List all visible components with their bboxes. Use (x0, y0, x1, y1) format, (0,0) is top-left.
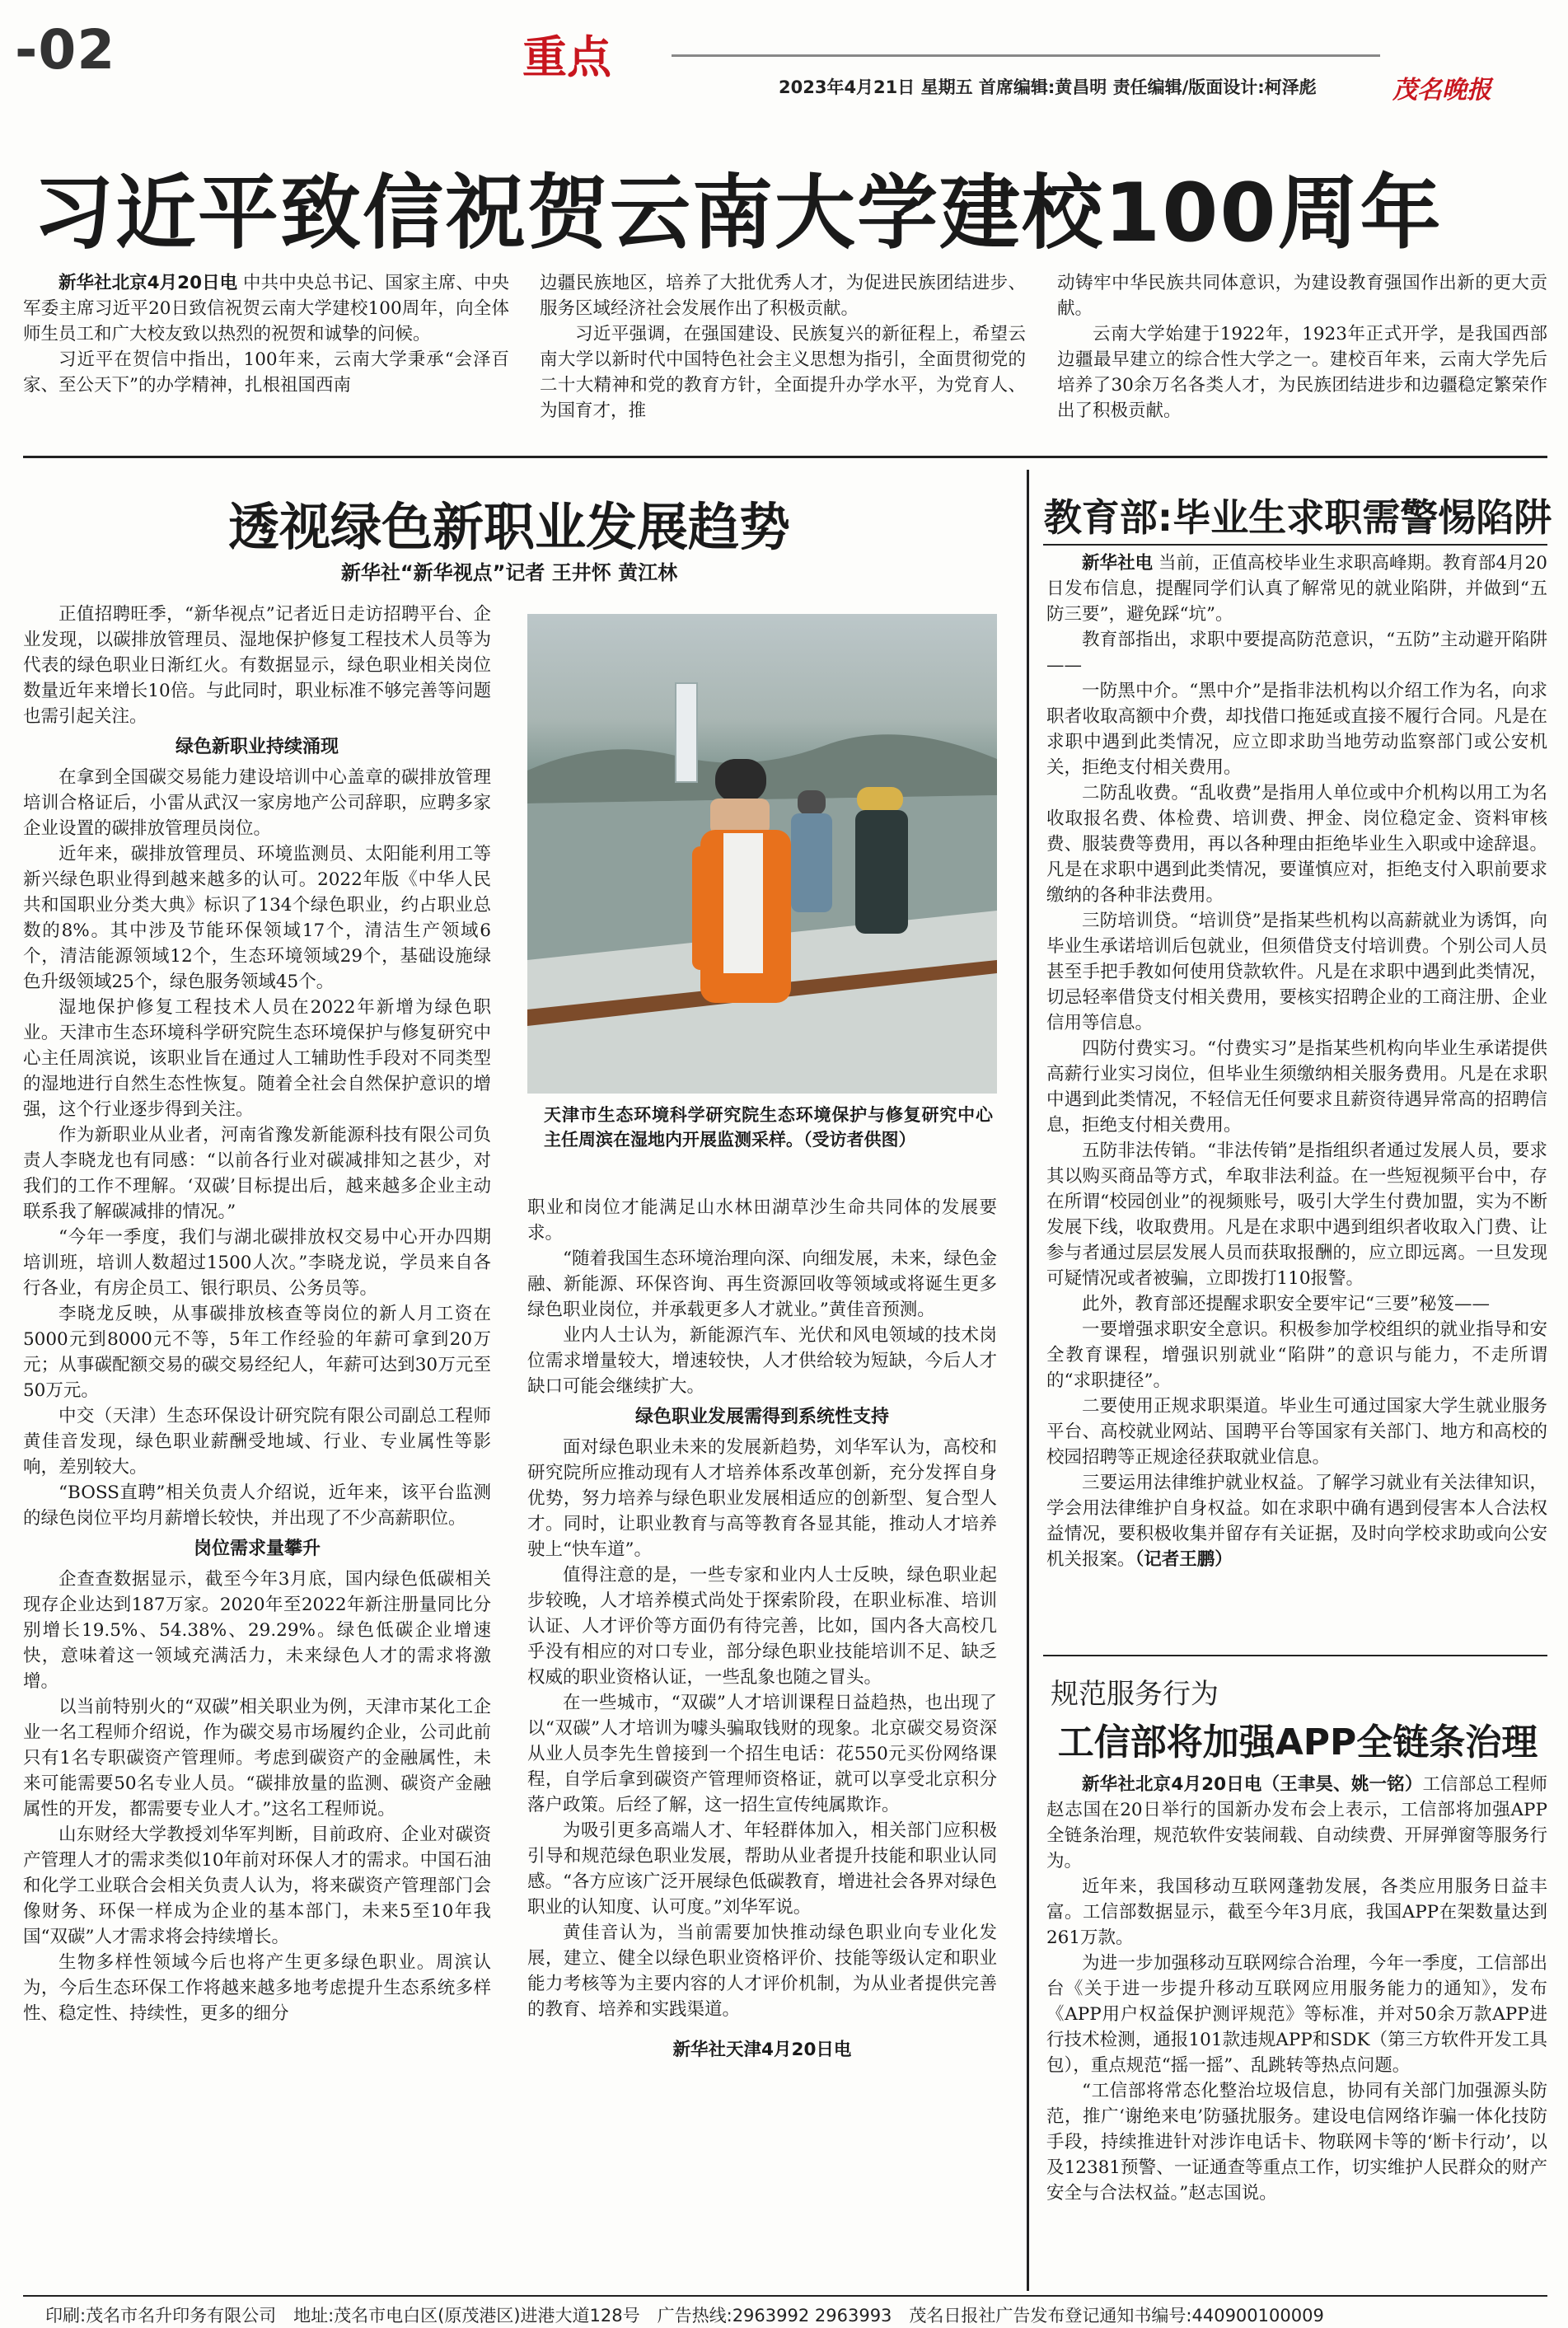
para: 山东财经大学教授刘华军判断，目前政府、企业对碳资产管理人才的需求类似10年前对环保人才的需求。中国石油和化学工业联合会相关负责人认为，将来碳资产管理部门会像财务、环保一样成为企业的基本部门，未来5至10年我国“双碳”人才需求将会持续增长。 (23, 1824, 491, 1947)
para: 三要运用法律维护就业权益。了解学习就业有关法律知识，学会用法律维护自身权益。如在求职中确有遇到侵害本人合法权益情况，要积极收集并留存有关证据，及时向学校求助或向公安机关报案。（记者王鹏） (1046, 1473, 1547, 1570)
top-story-col3 (1057, 270, 1547, 424)
app-divider (1043, 1655, 1547, 1656)
para: 在一些城市，“双碳”人才培训课程日益趋热，也出现了以“双碳”人才培训为噱头骗取钱财的现象。北京碳交易资深从业人员李先生曾接到一个招生电话：花550元买份网络课程，自学后拿到碳资产管理师资格证，就可以享受北京积分落户政策。后经了解，这一招生宣传纯属欺诈。 (527, 1693, 997, 1815)
para: 面对绿色职业未来的发展新趋势，刘华军认为，高校和研究院所应推动现有人才培养体系改革创新，充分发挥自身优势，努力培养与绿色职业发展相适应的创新型、复合型人才。同时，让职业教育与高等教育各显其能，推动人才培养驶上“快车道”。 (527, 1437, 997, 1560)
green-byline: 新华社“新华视点”记者 王井怀 黄江林 (340, 561, 678, 584)
top-para: 动铸牢中华民族共同体意识，为建设教育强国作出新的更大贡献。 (1057, 273, 1547, 319)
top-para: 新华社北京4月20日电 中共中央总书记、国家主席、中央军委主席习近平20日致信祝贺云南大学建校100周年，向全体师生员工和广大校友致以热烈的祝贺和诚挚的问候。 (23, 273, 509, 344)
column-divider (1027, 470, 1029, 2291)
para: 以当前特别火的“双碳”相关职业为例，天津市某化工企业一名工程师介绍说，作为碳交易市场履约企业，公司此前只有1名专职碳资产管理师。考虑到碳资产的金融属性，未来可能需要50名专业人员。“碳排放量的监测、碳资产金融属性的开发，都需要专业人才。”这名工程师说。 (23, 1697, 491, 1820)
para: 二要使用正规求职渠道。毕业生可通过国家大学生就业服务平台、高校就业网站、国聘平台等国家有关部门、地方和高校的校园招聘等正规途径获取就业信息。 (1046, 1396, 1547, 1468)
para: 职业和岗位才能满足山水林田湖草沙生命共同体的发展要求。 (527, 1197, 997, 1244)
top-para: 边疆民族地区，培养了大批优秀人才，为促进民族团结进步、服务区域经济社会发展作出了积极贡献。 (540, 273, 1026, 319)
dateline: 新华社天津4月20日电 (672, 2040, 852, 2060)
para: “工信部将常态化整治垃圾信息，协同有关部门加强源头防范，推广‘谢绝来电’防骚扰服务。建设电信网络诈骗一体化技防手段，持续推进针对涉诈电话卡、物联网卡等的‘断卡行动’，以及12381预警、一证通查等重点工作，切实维护人民群众的财产安全与合法权益。”赵志国说。 (1046, 2081, 1547, 2204)
top-para: 云南大学始建于1922年，1923年正式开学，是我国西部边疆最早建立的综合性大学之一。建校百年来，云南大学先后培养了30余万名各类人才，为民族团结进步和边疆稳定繁荣作出了积极贡献。 (1057, 324, 1547, 421)
para: 湿地保护修复工程技术人员在2022年新增为绿色职业。天津市生态环境科学研究院生态环境保护与修复研究中心主任周滨说，该职业旨在通过人工辅助性手段对不同类型的湿地进行自然生态性恢复。随着全社会自然保护意识的增强，这个行业逐步得到关注。 (23, 997, 491, 1120)
para: 一防黑中介。“黑中介”是指非法机构以介绍工作为名，向求职者收取高额中介费，却找借口拖延或直接不履行合同。凡是在求职中遇到此类情况，应立即求助当地劳动监察部门或公安机关，拒绝支付相关费用。 (1046, 681, 1547, 778)
top-para: 习近平在贺信中指出，100年来，云南大学秉承“会泽百家、至公天下”的办学精神，扎根祖国西南 (23, 349, 509, 396)
top-story-col2 (540, 270, 1026, 424)
para: 企查查数据显示，截至今年3月底，国内绿色低碳相关现存企业达到187万家。2020年至2022年新注册量同比分别增长19.5%、54.38%、29.29%。绿色低碳企业增速快，意味着这一领域充满活力，未来绿色人才的需求将激增。 (23, 1569, 491, 1692)
para: 三防培训贷。“培训贷”是指某些机构以高薪就业为诱饵，向毕业生承诺培训后包就业，但须借贷支付培训费。个别公司人员甚至手把手教如何使用贷款软件。凡是在求职中遇到此类情况，切忌轻率借贷支付相关费用，要核实招聘企业的工商注册、企业信用等信息。 (1046, 911, 1547, 1033)
para: “今年一季度，我们与湖北碳排放权交易中心开办四期培训班，培训人数超过1500人次。”李晓龙说，学员来自各行各业，有房企员工、银行职员、公务员等。 (23, 1227, 491, 1299)
para: 近年来，碳排放管理员、环境监测员、太阳能利用工等新兴绿色职业得到越来越多的认可。2022年版《中华人民共和国职业分类大典》标识了134个绿色职业，约占职业总数的8%。其中涉及节能环保领域17个，清洁生产领域6个，清洁能源领域12个，生态环境领域29个，基础设施绿色升级领域25个，绿色服务领域45个。 (23, 844, 491, 992)
header-rule (672, 54, 1380, 57)
news-photo (527, 614, 997, 1094)
para: 新华社电 当前，正值高校毕业生求职高峰期。教育部4月20日发布信息，提醒同学们认真了解常见的就业陷阱，并做到“五防三要”，避免踩“坑”。 (1046, 553, 1547, 625)
para: 为吸引更多高端人才、年轻群体加入，相关部门应积极引导和规范绿色职业发展，帮助从业者提升技能和职业认同感。“各方应该广泛开展绿色低碳教育，增进社会各界对绿色职业的认知度、认可度。”刘华军说。 (527, 1820, 997, 1918)
top-headline: 习近平致信祝贺云南大学建校100周年 (33, 166, 1443, 260)
page-number: -02 (15, 18, 116, 82)
para: 四防付费实习。“付费实习”是指某些机构向毕业生承诺提供高薪行业实习岗位，但毕业生须缴纳相关服务费用。凡是在求职中遇到此类情况，不轻信无任何要求且薪资待遇异常高的招聘信息，拒绝支付相关费用。 (1046, 1038, 1547, 1136)
para: 近年来，我国移动互联网蓬勃发展，各类应用服务日益丰富。工信部数据显示，截至今年3月底，我国APP在架数量达到261万款。 (1046, 1876, 1547, 1948)
subhead: 绿色职业发展需得到系统性支持 (634, 1407, 889, 1427)
para: “BOSS直聘”相关负责人介绍说，近年来，该平台监测的绿色岗位平均月薪增长较快，并出现了不少高薪职位。 (23, 1483, 491, 1529)
para: 为进一步加强移动互联网综合治理，今年一季度，工信部出台《关于进一步提升移动互联网应用服务能力的通知》，发布《APP用户权益保护测评规范》等标准，并对50余万款APP进行技术检测，通报101款违规APP和SDK（第三方软件开发工具包），重点规范“摇一摇”、乱跳转等热点问题。 (1046, 1953, 1547, 2076)
footer-info: 印刷:茂名市名升印务有限公司 地址:茂名市电白区(原茂港区)进港大道128号 广告热线:2963992 2963993 茂名日报社广告发布登记通知书编号:440900100009 (45, 2306, 1324, 2326)
para: 一要增强求职安全意识。积极参加学校组织的就业指导和安全教育课程，增强识别就业“陷阱”的意识与能力，不走所谓的“求职捷径”。 (1046, 1319, 1547, 1391)
green-headline: 透视绿色新职业发展趋势 (227, 497, 790, 557)
para: 正值招聘旺季，“新华视点”记者近日走访招聘平台、企业发现，以碳排放管理员、湿地保护修复工程技术人员等为代表的绿色职业日渐红火。有数据显示，绿色职业相关岗位数量近年来增长10倍。与此同时，职业标准不够完善等问题也需引起关注。 (23, 604, 491, 727)
para: 新华社北京4月20日电（王聿昊、姚一铭）工信部总工程师赵志国在20日举行的国新办发布会上表示，工信部将加强APP全链条治理，规范软件安装闹载、自动续费、开屏弹窗等服务行为。 (1046, 1774, 1547, 1871)
moe-body (1046, 550, 1547, 1572)
para: 生物多样性领域今后也将产生更多绿色职业。周滨认为，今后生态环保工作将越来越多地考虑提升生态系统多样性、稳定性、持续性，更多的细分 (23, 1952, 491, 2024)
green-col2 (527, 1195, 997, 2063)
section-badge: 重点 (522, 31, 611, 83)
para: 业内人士认为，新能源汽车、光伏和风电领域的技术岗位需求增量较大，增速较快，人才供给较为短缺，今后人才缺口可能会继续扩大。 (527, 1325, 997, 1397)
para: 黄佳音认为，当前需要加快推动绿色职业向专业化发展，建立、健全以绿色职业资格评价、技能等级认定和职业能力考核等为主要内容的人才评价机制，为从业者提供完善的教育、培养和实践渠道。 (527, 1923, 997, 2020)
top-para: 习近平强调，在强国建设、民族复兴的新征程上，希望云南大学以新时代中国特色社会主义思想为指引，全面贯彻党的二十大精神和党的教育方针，全面提升办学水平，为党育人、为国育才，推 (540, 324, 1026, 421)
para: 值得注意的是，一些专家和业内人士反映，绿色职业起步较晚，人才培养模式尚处于探索阶段，在职业标准、培训认证、人才评价等方面仍有待完善，比如，国内各大高校几乎没有相应的对口专业，部分绿色职业技能培训不足、缺乏权威的职业资格认证，一些乱象也随之冒头。 (527, 1565, 997, 1688)
footer-rule (23, 2295, 1547, 2297)
app-kicker: 规范服务行为 (1051, 1678, 1219, 1711)
photo-caption: 天津市生态环境科学研究院生态环境保护与修复研究中心主任周滨在湿地内开展监测采样。（受访者供图） (544, 1105, 993, 1150)
top-story-col1 (23, 270, 509, 398)
section-divider (23, 456, 1547, 458)
para: 在拿到全国碳交易能力建设培训中心盖章的碳排放管理培训合格证后，小雷从武汉一家房地产公司辞职，应聘多家企业设置的碳排放管理员岗位。 (23, 767, 491, 839)
moe-rule (1043, 544, 1547, 546)
subhead: 岗位需求量攀升 (193, 1539, 321, 1559)
subhead: 绿色新职业持续涌现 (175, 737, 339, 757)
date-line: 2023年4月21日 星期五 首席编辑:黄昌明 责任编辑/版面设计:柯泽彪 (779, 77, 1317, 97)
para: 五防非法传销。“非法传销”是指组织者通过发展人员，要求其以购买商品等方式，牟取非法利益。在一些短视频平台中，存在所谓“校园创业”的视频账号，吸引大学生付费加盟，实为不断发展下线，收取费用。凡是在求职中遇到组织者收取入门费、让参与者通过层层发展人员而获取报酬的，应立即远离。一旦发现可疑情况或者被骗，立即拨打110报警。 (1046, 1141, 1547, 1289)
para: 二防乱收费。“乱收费”是指用人单位或中介机构以用工为名收取报名费、体检费、培训费、押金、岗位稳定金、资料审核费、服装费等费用，再以各种理由拒绝毕业生入职或中途辞退。凡是在求职中遇到此类情况，要谨慎应对，拒绝支付入职前要求缴纳的各种非法费用。 (1046, 783, 1547, 906)
green-col1 (23, 602, 491, 2026)
para: 教育部指出，求职中要提高防范意识，“五防”主动避开陷阱—— (1046, 630, 1547, 676)
paper-logo: 茂名晚报 (1392, 76, 1491, 105)
para: 此外，教育部还提醒求职安全要牢记“三要”秘笈—— (1082, 1294, 1490, 1314)
para: 作为新职业从业者，河南省豫发新能源科技有限公司负责人李晓龙也有同感：“以前各行业对碳减排知之甚少，对我们的工作不理解。‘双碳’目标提出后，越来越多企业主动联系我了解碳减排的情况。” (23, 1125, 491, 1222)
para: 中交（天津）生态环保设计研究院有限公司副总工程师黄佳音发现，绿色职业薪酬受地域、行业、专业属性等影响，差别较大。 (23, 1406, 491, 1478)
photo-scene (527, 614, 997, 1094)
app-headline: 工信部将加强APP全链条治理 (1057, 1721, 1538, 1764)
para: “随着我国生态环境治理向深、向细发展，未来，绿色金融、新能源、环保咨询、再生资源回收等领域或将诞生更多绿色职业岗位，并承载更多人才就业。”黄佳音预测。 (527, 1248, 997, 1320)
moe-headline: 教育部:毕业生求职需警惕陷阱 (1043, 495, 1552, 540)
para: 李晓龙反映，从事碳排放核查等岗位的新人月工资在5000元到8000元不等，5年工作经验的年薪可拿到20万元；从事碳配额交易的碳交易经纪人，年薪可达到30万元至50万元。 (23, 1304, 491, 1401)
app-body (1046, 1772, 1547, 2206)
